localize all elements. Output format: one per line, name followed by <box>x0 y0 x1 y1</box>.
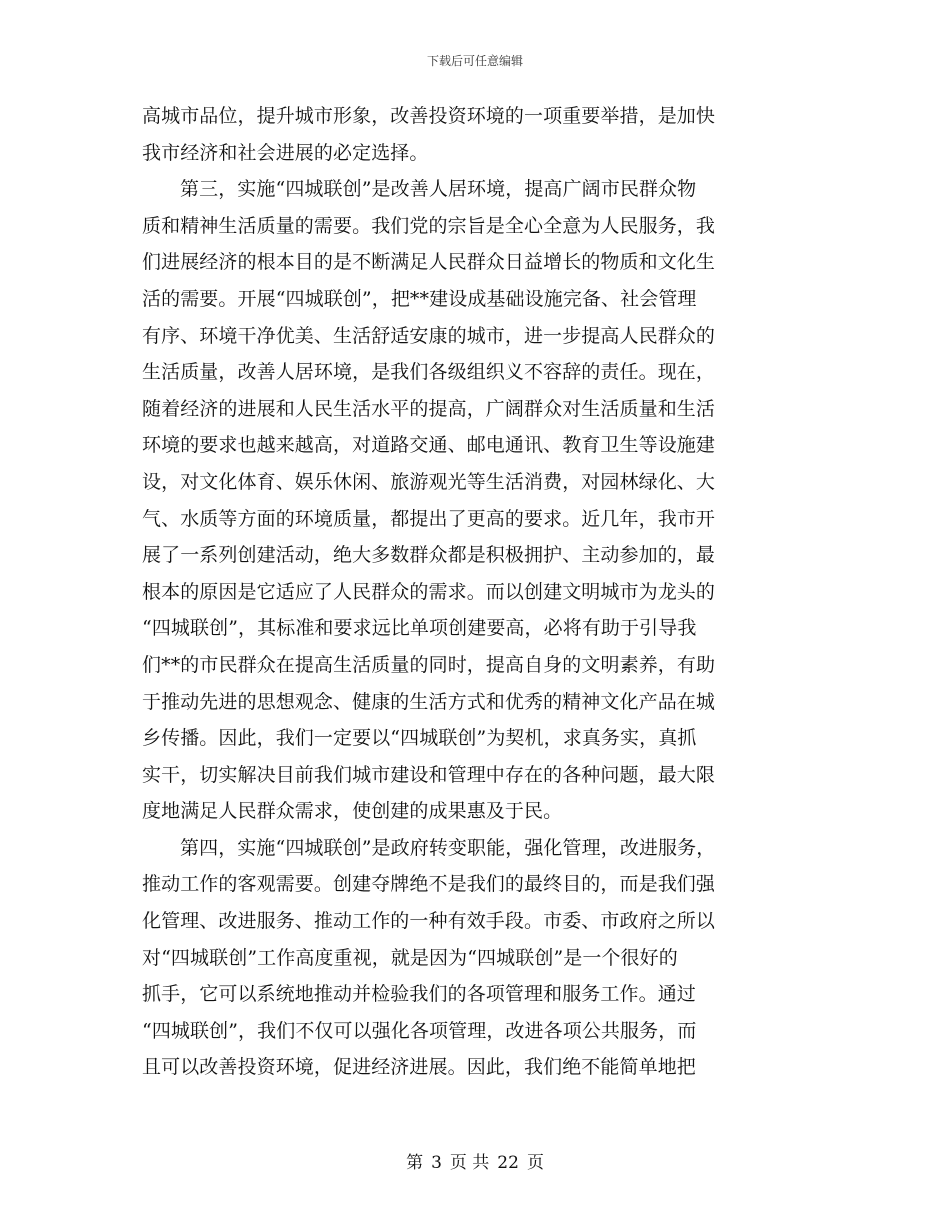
text-line: 环境的要求也越来越高，对道路交通、邮电通讯、教育卫生等设施建 <box>142 434 716 457</box>
footer-prefix: 第 <box>406 1153 424 1173</box>
text-line: 化管理、改进服务、推动工作的一种有效手段。市委、市政府之所以 <box>142 910 716 933</box>
text-line: 气、水质等方面的环境质量，都提出了更高的要求。近几年，我市开 <box>142 507 716 530</box>
text-line: 们**的市民群众在提高生活质量的同时，提高自身的文明素养，有助 <box>142 653 716 676</box>
footer-total-pages: 22 <box>497 1153 519 1173</box>
footer-current-page: 3 <box>431 1153 442 1173</box>
text-line: 根本的原因是它适应了人民群众的需求。而以创建文明城市为龙头的 <box>142 580 716 603</box>
footer-middle: 页 共 <box>449 1153 490 1173</box>
text-line: 且可以改善投资环境，促进经济进展。因此，我们绝不能简单地把 <box>142 1056 696 1079</box>
text-line: “四城联创”，我们不仅可以强化各项管理，改进各项公共服务，而 <box>142 1019 697 1042</box>
text-line: 对“四城联创”工作高度重视，就是因为“四城联创”是一个很好的 <box>142 946 678 969</box>
text-line: 推动工作的客观需要。创建夺牌绝不是我们的最终目的，而是我们强 <box>142 873 716 896</box>
text-line: 于推动先进的思想观念、健康的生活方式和优秀的精神文化产品在城 <box>142 690 716 713</box>
page-footer <box>0 1148 950 1173</box>
text-line: 高城市品位，提升城市形象，改善投资环境的一项重要举措，是加快 <box>142 105 716 127</box>
text-line: 乡传播。因此，我们一定要以“四城联创”为契机，求真务实，真抓 <box>142 727 697 750</box>
text-line: 展了一系列创建活动，绝大多数群众都是积极拥护、主动参加的，最 <box>142 544 716 567</box>
text-line: 设，对文化体育、娱乐休闲、旅游观光等生活消费，对园林绿化、大 <box>142 470 716 493</box>
text-line: 实干，切实解决目前我们城市建设和管理中存在的各种问题，最大限 <box>142 763 716 786</box>
text-line: 我市经济和社会进展的必定选择。 <box>142 141 429 164</box>
text-line: 们进展经济的根本目的是不断满足人民群众日益增长的物质和文化生 <box>142 251 716 274</box>
text-line: 抓手，它可以系统地推动并检验我们的各项管理和服务工作。通过 <box>142 983 696 1006</box>
document-body <box>142 98 810 1086</box>
text-line: 质和精神生活质量的需要。我们党的宗旨是全心全意为人民服务，我 <box>142 214 716 237</box>
text-line: 随着经济的进展和人民生活水平的提高，广阔群众对生活质量和生活 <box>142 397 716 420</box>
text-line: 活的需要。开展“四城联创”，把**建设成基础设施完备、社会管理 <box>142 287 697 310</box>
footer-suffix: 页 <box>526 1153 544 1173</box>
paragraph <box>142 830 810 1086</box>
text-line: “四城联创”，其标准和要求远比单项创建要高，必将有助于引导我 <box>142 617 697 640</box>
text-line: 有序、环境干净优美、生活舒适安康的城市，进一步提高人民群众的 <box>142 324 716 347</box>
text-line: 度地满足人民群众需求，使创建的成果惠及于民。 <box>142 800 563 823</box>
page-header-note: 下载后可任意编辑 <box>426 54 523 68</box>
text-line: 第三，实施“四城联创”是改善人居环境，提高广阔市民群众物 <box>180 178 697 201</box>
text-line: 第四，实施“四城联创”是政府转变职能，强化管理，改进服务， <box>180 836 716 859</box>
text-line: 生活质量，改善人居环境，是我们各级组织义不容辞的责任。现在， <box>142 361 716 384</box>
paragraph <box>142 98 810 171</box>
paragraph <box>142 171 810 830</box>
